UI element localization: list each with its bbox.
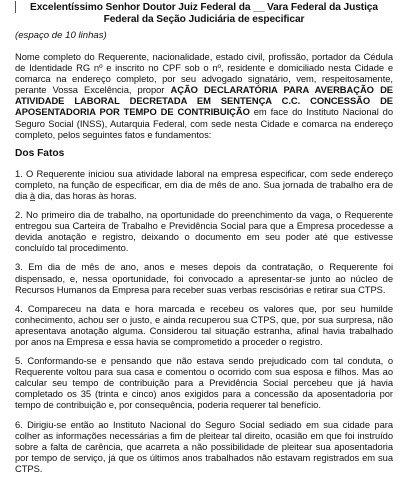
action-title: AÇÃO DECLARATÓRIA PARA AVERBAÇÃO DE ATIVIDADE LABORAL DECRETADA EM SENTENÇA C.C. CONCESSÃO DE APOSENTADORIA POR TEMPO DE CONTRIBUIÇÃO bbox=[15, 84, 393, 118]
intro-text-part2: em face do Instituto Nacional do Seguro Social (INSS), Autarquia Federal, com sede nesta Cidade e comarca na endereço completo, pelos seguintes fatos e fundamentos: bbox=[15, 106, 393, 140]
fact-paragraph-2: 2. No primeiro dia de trabalho, na oportunidade do preenchimento da vaga, o Requerente entregou sua Carteira de Trabalho e Previdência Social para que a Empresa procedesse a devida anotação e registro, deixando o documento em seu poder até que estivesse concluído tal procedimento. bbox=[15, 209, 393, 254]
fact-1-text-before: 1. O Requerente iniciou sua atividade laboral na empresa especificar, com sede endereço completo, na função de especificar, em dia de mês de ano. Sua jornada de trabalho era de dia bbox=[15, 167, 393, 201]
fact-1-text-after: dia, das horas às horas. bbox=[35, 189, 137, 201]
fact-paragraph-3: 3. Em dia de mês de ano, anos e meses depois da contratação, o Requerente foi dispensado, e, nessa oportunidade, foi convocado a apresentar-se junto ao núcleo de Recursos Humanos da Empresa para receber suas verbas rescisórias e retirar sua CTPS. bbox=[15, 261, 393, 295]
spacing-note: (espaço de 10 linhas) bbox=[15, 30, 107, 41]
fact-paragraph-1 bbox=[15, 168, 393, 201]
intro-text-part1: Nome completo do Requerente, nacionalidade, estado civil, profissão, portador da Cédula de Identidade RG nº e inscrito no CPF sob o nº, residente e domiciliado nesta Cidade e comarca na endereço completo, por seu advogado signatário, vem, respeitosamente, perante Vossa Excelência, propor bbox=[15, 51, 393, 96]
fact-paragraph-4: 4. Compareceu na data e hora marcada e recebeu os valores que, por seu humilde conhecimento, achou ser o justo, e ainda recuperou sua CTPS, que, por sua surpresa, não apresentava anotação alguma. Considerou tal situação estranha, afinal havia trabalhado por anos na Empresa e essa havia se comprometido a proceder o registro. bbox=[15, 302, 393, 347]
intro-paragraph bbox=[15, 51, 393, 140]
text-cursor-mark bbox=[15, 1, 16, 13]
fact-paragraph-6: 6. Dirigiu-se então ao Instituto Nacional do Seguro Social sediado em sua cidade para colher as informações necessárias a fim de pleitear tal direito, ocasião em que foi instruído sobre a falta de carência, que acarreta a não possibilidade de pleitear sua aposentadoria por tempo de serviço, já que os últimos anos trabalhados não estavam registrados em sua CTPS. bbox=[15, 418, 393, 474]
fact-1-cursor-word: à bbox=[29, 189, 36, 201]
fact-paragraph-5: 5. Conformando-se e pensando que não estava sendo prejudicado com tal conduta, o Requerente voltou para sua casa e comentou o ocorrido com sua esposa e filhos. Mas ao calcular seu tempo de contribuição para a Previdência Social percebeu que já havia completado os 35 (trinta e cinco) anos exigidos para a concessão da aposentadoria por tempo de contribuição e, por consequência, poderia requerer tal benefício. bbox=[15, 355, 393, 411]
section-title-facts: Dos Fatos bbox=[15, 147, 65, 159]
court-heading: Excelentíssimo Senhor Doutor Juiz Federal da __ Vara Federal da Justiça Federal da Seção Judiciária de especificar bbox=[30, 2, 378, 25]
